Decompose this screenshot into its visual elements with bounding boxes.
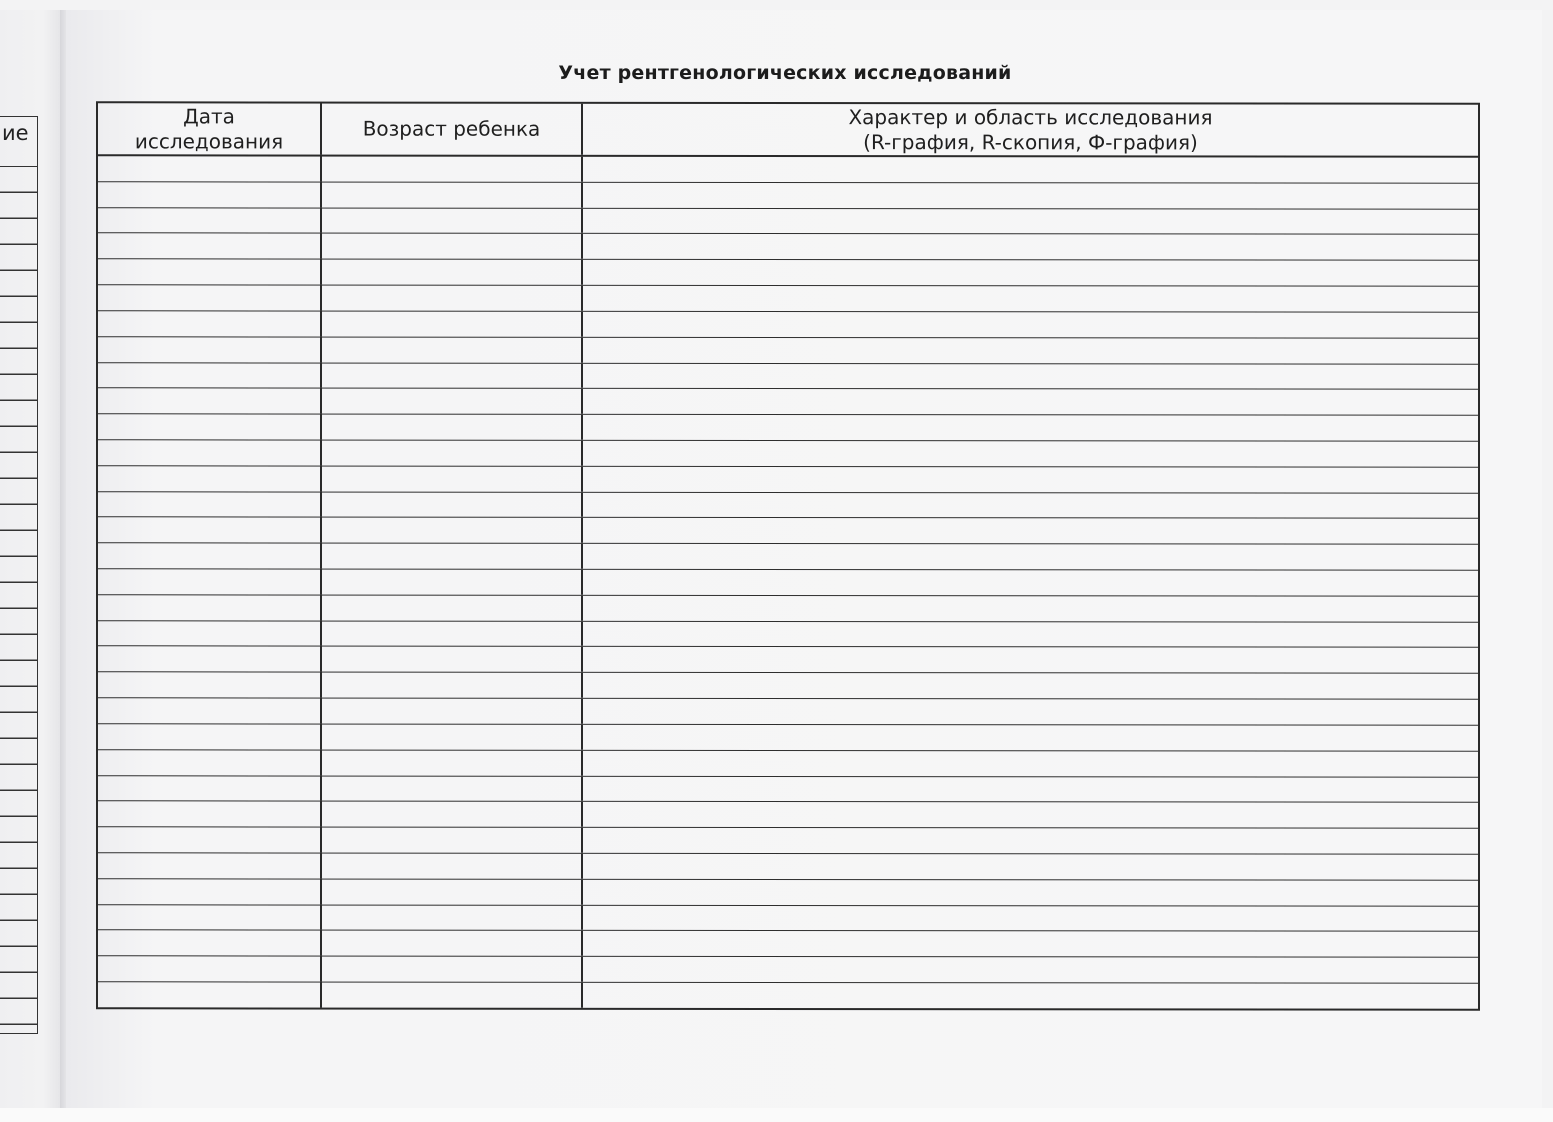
left-page-table-fragment xyxy=(0,116,38,1034)
table-row xyxy=(98,311,1478,338)
table-row xyxy=(98,750,1478,777)
type-area-cell[interactable] xyxy=(583,157,1478,183)
page-bottom-edge xyxy=(0,1108,1553,1122)
table-row xyxy=(98,724,1478,751)
age-cell[interactable] xyxy=(322,776,583,801)
age-cell[interactable] xyxy=(322,699,583,724)
date-cell[interactable] xyxy=(98,260,322,285)
table-row xyxy=(98,543,1478,570)
date-cell[interactable] xyxy=(98,440,322,465)
table-row xyxy=(98,285,1478,312)
table-row xyxy=(98,853,1478,880)
age-cell[interactable] xyxy=(322,492,583,517)
date-cell[interactable] xyxy=(98,905,322,930)
date-cell[interactable] xyxy=(98,208,322,233)
date-cell[interactable] xyxy=(98,956,322,981)
table-row xyxy=(98,208,1478,235)
date-cell[interactable] xyxy=(98,776,322,801)
table-row xyxy=(98,466,1478,493)
table-row xyxy=(98,440,1478,467)
table-row xyxy=(98,982,1478,1008)
type-area-cell[interactable] xyxy=(583,802,1478,828)
age-cell[interactable] xyxy=(322,595,583,620)
type-area-cell[interactable] xyxy=(583,441,1478,467)
type-area-cell[interactable] xyxy=(583,492,1478,518)
age-cell[interactable] xyxy=(322,389,583,414)
table-row xyxy=(98,647,1478,674)
column-header-age-label: Возраст ребенка xyxy=(362,116,541,141)
column-header-type-area-label: Характер и область исследования (R-графия, R-скопия, Ф-графия) xyxy=(848,104,1213,154)
date-cell[interactable] xyxy=(98,827,322,852)
xray-record-table xyxy=(96,101,1480,1010)
date-cell[interactable] xyxy=(98,156,322,181)
type-area-cell[interactable] xyxy=(583,208,1478,234)
table-header-row xyxy=(98,103,1478,157)
age-cell[interactable] xyxy=(322,828,583,853)
date-cell[interactable] xyxy=(98,311,322,336)
type-area-cell[interactable] xyxy=(583,260,1478,286)
table-row xyxy=(98,698,1478,725)
type-area-cell[interactable] xyxy=(583,647,1478,673)
table-body xyxy=(98,156,1478,1008)
table-row xyxy=(98,363,1478,390)
type-area-cell[interactable] xyxy=(583,544,1478,570)
age-cell[interactable] xyxy=(322,518,583,543)
type-area-cell[interactable] xyxy=(583,234,1478,260)
type-area-cell[interactable] xyxy=(583,518,1478,544)
age-cell[interactable] xyxy=(322,724,583,749)
age-cell[interactable] xyxy=(322,647,583,672)
type-area-cell[interactable] xyxy=(583,183,1478,209)
left-table-rows xyxy=(0,167,37,1033)
table-row xyxy=(98,956,1478,983)
date-cell[interactable] xyxy=(98,879,322,904)
date-cell[interactable] xyxy=(98,285,322,310)
type-area-cell[interactable] xyxy=(583,596,1478,622)
age-cell[interactable] xyxy=(322,415,583,440)
table-row xyxy=(98,595,1478,622)
age-cell[interactable] xyxy=(322,957,583,982)
date-cell[interactable] xyxy=(98,363,322,388)
table-row xyxy=(98,414,1478,441)
date-cell[interactable] xyxy=(98,466,322,491)
age-cell[interactable] xyxy=(322,983,583,1008)
date-cell[interactable] xyxy=(98,673,322,698)
age-cell[interactable] xyxy=(322,879,583,904)
type-area-cell[interactable] xyxy=(583,750,1478,776)
age-cell[interactable] xyxy=(322,157,583,182)
date-cell[interactable] xyxy=(98,569,322,594)
column-header-date xyxy=(98,103,322,154)
column-header-type-area xyxy=(583,104,1478,156)
type-area-cell[interactable] xyxy=(583,286,1478,312)
table-row xyxy=(98,776,1478,803)
type-area-cell[interactable] xyxy=(583,363,1478,389)
date-cell[interactable] xyxy=(98,621,322,646)
age-cell[interactable] xyxy=(322,931,583,956)
age-cell[interactable] xyxy=(322,363,583,388)
type-area-cell[interactable] xyxy=(583,415,1478,441)
table-row xyxy=(98,234,1478,261)
date-cell[interactable] xyxy=(98,182,322,207)
table-row xyxy=(98,931,1478,958)
left-page xyxy=(0,10,62,1110)
date-cell[interactable] xyxy=(98,931,322,956)
type-area-cell[interactable] xyxy=(583,312,1478,338)
date-cell[interactable] xyxy=(98,595,322,620)
table-row xyxy=(98,492,1478,519)
age-cell[interactable] xyxy=(322,905,583,930)
type-area-cell[interactable] xyxy=(583,983,1478,1009)
table-row xyxy=(98,518,1478,545)
date-cell[interactable] xyxy=(98,698,322,723)
age-cell[interactable] xyxy=(322,440,583,465)
age-cell[interactable] xyxy=(322,337,583,362)
date-cell[interactable] xyxy=(98,337,322,362)
type-area-cell[interactable] xyxy=(583,467,1478,493)
type-area-cell[interactable] xyxy=(583,389,1478,415)
age-cell[interactable] xyxy=(322,570,583,595)
type-area-cell[interactable] xyxy=(583,854,1478,880)
age-cell[interactable] xyxy=(322,853,583,878)
type-area-cell[interactable] xyxy=(583,957,1478,983)
date-cell[interactable] xyxy=(98,982,322,1007)
table-row xyxy=(98,827,1478,854)
age-cell[interactable] xyxy=(322,621,583,646)
age-cell[interactable] xyxy=(322,750,583,775)
table-row xyxy=(98,802,1478,829)
table-row xyxy=(98,905,1478,932)
date-cell[interactable] xyxy=(98,389,322,414)
date-cell[interactable] xyxy=(98,492,322,517)
table-row xyxy=(98,156,1478,183)
date-cell[interactable] xyxy=(98,234,322,259)
type-area-cell[interactable] xyxy=(583,337,1478,363)
date-cell[interactable] xyxy=(98,724,322,749)
table-row xyxy=(98,569,1478,596)
date-cell[interactable] xyxy=(98,853,322,878)
type-area-cell[interactable] xyxy=(583,699,1478,725)
left-table-header-fragment: ие xyxy=(0,117,37,167)
type-area-cell[interactable] xyxy=(583,905,1478,931)
column-header-age xyxy=(322,104,583,155)
table-row xyxy=(98,673,1478,700)
age-cell[interactable] xyxy=(322,260,583,285)
table-row xyxy=(98,182,1478,209)
age-cell[interactable] xyxy=(322,544,583,569)
type-area-cell[interactable] xyxy=(583,621,1478,647)
type-area-cell[interactable] xyxy=(583,880,1478,906)
date-cell[interactable] xyxy=(98,543,322,568)
column-header-date-label: Дата исследования xyxy=(134,103,284,153)
age-cell[interactable] xyxy=(322,182,583,207)
date-cell[interactable] xyxy=(98,518,322,543)
table-row xyxy=(98,260,1478,287)
date-cell[interactable] xyxy=(98,802,322,827)
table-row xyxy=(98,389,1478,416)
age-cell[interactable] xyxy=(322,286,583,311)
age-cell[interactable] xyxy=(322,234,583,259)
type-area-cell[interactable] xyxy=(583,673,1478,699)
age-cell[interactable] xyxy=(322,311,583,336)
type-area-cell[interactable] xyxy=(583,931,1478,957)
type-area-cell[interactable] xyxy=(583,828,1478,854)
type-area-cell[interactable] xyxy=(583,570,1478,596)
date-cell[interactable] xyxy=(98,750,322,775)
age-cell[interactable] xyxy=(322,802,583,827)
age-cell[interactable] xyxy=(322,466,583,491)
table-row xyxy=(98,621,1478,648)
date-cell[interactable] xyxy=(98,647,322,672)
type-area-cell[interactable] xyxy=(583,725,1478,751)
table-row xyxy=(98,337,1478,364)
age-cell[interactable] xyxy=(322,673,583,698)
form-title: Учет рентгенологических исследований xyxy=(558,62,1012,84)
type-area-cell[interactable] xyxy=(583,776,1478,802)
table-row xyxy=(98,879,1478,906)
date-cell[interactable] xyxy=(98,414,322,439)
age-cell[interactable] xyxy=(322,208,583,233)
